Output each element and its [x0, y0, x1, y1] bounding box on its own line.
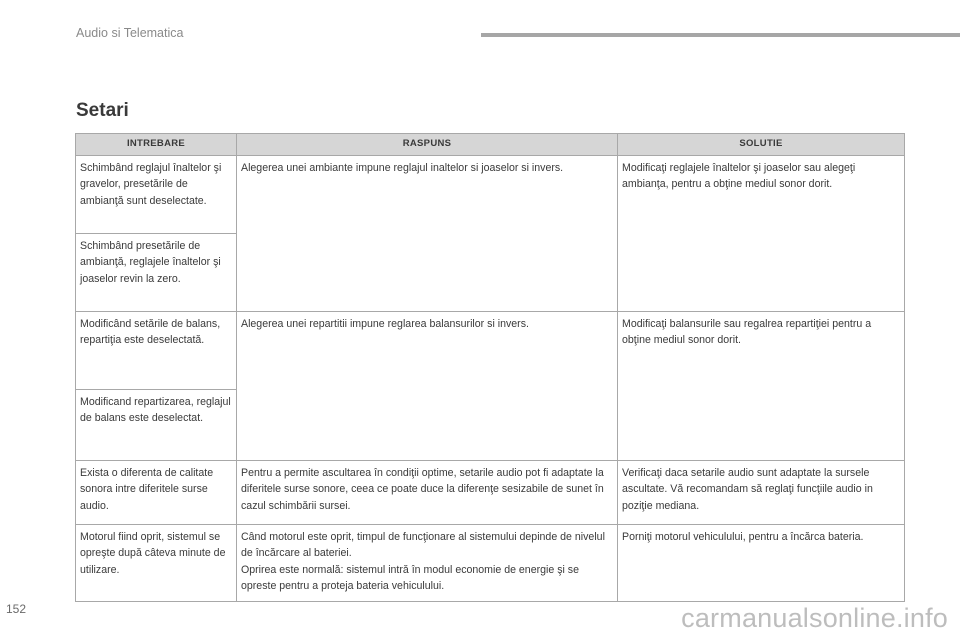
- table-row: [76, 155, 905, 233]
- table-header-row: [76, 134, 905, 156]
- column-header-answer: RASPUNS: [237, 134, 618, 156]
- question-cell: Modificand repartizarea, reglajul de balans este deselectat.: [76, 389, 237, 460]
- answer-line: Când motorul este oprit, timpul de funcţionare al sistemului depinde de nivelul de încărcare al bateriei.: [241, 530, 605, 559]
- answer-line: Oprirea este normală: sistemul intră în modul economie de energie şi se opreste pentru a proteja bateria vehiculului.: [241, 563, 579, 592]
- answer-cell: Alegerea unei repartitii impune reglarea balansurilor si invers.: [237, 311, 618, 460]
- column-header-question: INTREBARE: [76, 134, 237, 156]
- answer-cell: [237, 524, 618, 601]
- solution-cell: Modificaţi balansurile sau regalrea repartiţiei pentru a obţine mediul sonor dorit.: [618, 311, 905, 460]
- watermark: carmanualsonline.info: [681, 603, 948, 633]
- answer-cell: Alegerea unei ambiante impune reglajul inaltelor si joaselor si invers.: [237, 155, 618, 311]
- question-cell: Exista o diferenta de calitate sonora intre diferitele surse audio.: [76, 460, 237, 524]
- column-header-solution: SOLUTIE: [618, 134, 905, 156]
- solution-cell: Porniţi motorul vehiculului, pentru a încărca bateria.: [618, 524, 905, 601]
- faq-table: [75, 133, 905, 602]
- table-row: [76, 311, 905, 389]
- question-cell: Modificând setările de balans, repartiţia este deselectată.: [76, 311, 237, 389]
- question-cell: Motorul fiind oprit, sistemul se opreşte după câteva minute de utilizare.: [76, 524, 237, 601]
- solution-cell: Modificaţi reglajele înaltelor şi joaselor sau alegeţi ambianţa, pentru a obţine mediul sonor dorit.: [618, 155, 905, 311]
- question-cell: Schimbând reglajul înaltelor şi gravelor, presetările de ambianţă sunt deselectate.: [76, 155, 237, 233]
- solution-cell: Verificaţi daca setarile audio sunt adaptate la sursele ascultate. Vă recomandam să reglaţi funcţiile audio in poziţie mediana.: [618, 460, 905, 524]
- answer-cell: Pentru a permite ascultarea în condiţii optime, setarile audio pot fi adaptate la diferitele surse sonore, ceea ce poate duce la diferenţe sesizabile de sunet în cazul schimbării sursei.: [237, 460, 618, 524]
- table-row: [76, 524, 905, 601]
- question-cell: Schimbând presetările de ambianţă, reglajele înaltelor şi joaselor revin la zero.: [76, 233, 237, 311]
- table-row: [76, 460, 905, 524]
- document-header-title: Audio si Telematica: [76, 26, 184, 40]
- page-number: 152: [6, 602, 27, 616]
- section-title: Setari: [76, 100, 129, 121]
- header-divider-bar: [481, 33, 960, 37]
